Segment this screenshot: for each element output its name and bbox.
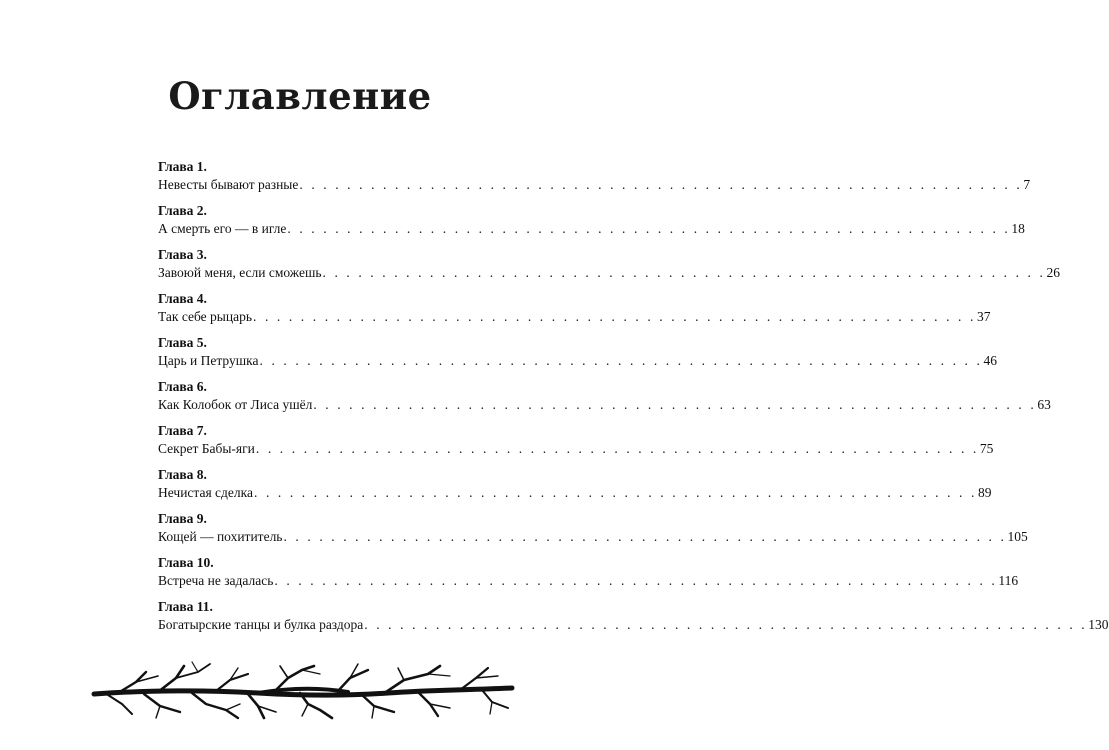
toc-entry[interactable] [158, 466, 992, 502]
chapter-title: Так себе рыцарь [158, 309, 252, 324]
dot-leader: . . . . . . . . . . . . . . . . . . . . . . . . . . . . . . . . . . . . . . . . . . . . . . . . . . . . . . . . . . . . . [313, 397, 1037, 412]
chapter-title: Завоюй меня, если сможешь [158, 265, 322, 280]
branches-ornament-icon [88, 660, 518, 722]
toc-line [158, 571, 1019, 590]
toc-line [158, 615, 1109, 634]
chapter-number: Глава 9. [158, 511, 207, 526]
toc-entry[interactable] [158, 246, 1060, 282]
page-number: 37 [976, 309, 991, 324]
chapter-number: Глава 2. [158, 203, 207, 218]
dot-leader: . . . . . . . . . . . . . . . . . . . . . . . . . . . . . . . . . . . . . . . . . . . . . . . . . . . . . . . . . . . . . [322, 265, 1046, 280]
page-number: 130 [1088, 617, 1109, 632]
chapter-title: Богатырские танцы и булка раздора [158, 617, 364, 632]
page-number: 18 [1011, 221, 1025, 236]
toc-entry[interactable] [158, 290, 991, 326]
chapter-title: Встреча не задалась [158, 573, 274, 588]
page-number: 105 [1007, 529, 1028, 544]
toc-line [158, 175, 1031, 194]
chapter-number: Глава 5. [158, 335, 207, 350]
page-number: 89 [977, 485, 992, 500]
toc-entry[interactable] [158, 334, 997, 370]
toc-entry[interactable] [158, 158, 1031, 194]
chapter-number: Глава 1. [158, 159, 207, 174]
chapter-number: Глава 11. [158, 599, 213, 614]
dot-leader: . . . . . . . . . . . . . . . . . . . . . . . . . . . . . . . . . . . . . . . . . . . . . . . . . . . . . . . . . . . . . [283, 529, 1007, 544]
toc-entry[interactable] [158, 202, 1025, 238]
chapter-number: Глава 4. [158, 291, 207, 306]
dot-leader: . . . . . . . . . . . . . . . . . . . . . . . . . . . . . . . . . . . . . . . . . . . . . . . . . . . . . . . . . . . . . [255, 441, 979, 456]
toc-line [158, 307, 991, 326]
chapter-title: Нечистая сделка [158, 485, 253, 500]
chapter-number: Глава 10. [158, 555, 214, 570]
toc-line [158, 263, 1060, 282]
chapter-number: Глава 3. [158, 247, 207, 262]
page-number: 63 [1037, 397, 1051, 412]
toc-entry[interactable] [158, 378, 1051, 414]
chapter-number: Глава 8. [158, 467, 207, 482]
chapter-title: Секрет Бабы-яги [158, 441, 255, 456]
toc-line [158, 395, 1051, 414]
page-number: 116 [998, 573, 1019, 588]
dot-leader: . . . . . . . . . . . . . . . . . . . . . . . . . . . . . . . . . . . . . . . . . . . . . . . . . . . . . . . . . . . . . [274, 573, 998, 588]
dot-leader: . . . . . . . . . . . . . . . . . . . . . . . . . . . . . . . . . . . . . . . . . . . . . . . . . . . . . . . . . . . . . [259, 353, 983, 368]
toc-line [158, 483, 992, 502]
table-of-contents [158, 158, 1109, 642]
chapter-title: А смерть его — в игле [158, 221, 287, 236]
toc-entry[interactable] [158, 598, 1109, 634]
toc-entry[interactable] [158, 422, 994, 458]
chapter-title: Как Колобок от Лиса ушёл [158, 397, 313, 412]
toc-line [158, 439, 994, 458]
dot-leader: . . . . . . . . . . . . . . . . . . . . . . . . . . . . . . . . . . . . . . . . . . . . . . . . . . . . . . . . . . . . . [253, 309, 976, 324]
chapter-title: Кощей — похититель [158, 529, 283, 544]
page-number: 46 [983, 353, 997, 368]
chapter-title: Невесты бывают разные [158, 177, 299, 192]
chapter-title: Царь и Петрушка [158, 353, 259, 368]
page-number: 26 [1046, 265, 1060, 280]
dot-leader: . . . . . . . . . . . . . . . . . . . . . . . . . . . . . . . . . . . . . . . . . . . . . . . . . . . . . . . . . . . . . [299, 177, 1023, 192]
page-number: 7 [1023, 177, 1031, 192]
toc-line [158, 527, 1028, 546]
page-number: 75 [979, 441, 994, 456]
dot-leader: . . . . . . . . . . . . . . . . . . . . . . . . . . . . . . . . . . . . . . . . . . . . . . . . . . . . . . . . . . . . . [254, 485, 977, 500]
toc-entry[interactable] [158, 554, 1019, 590]
dot-leader: . . . . . . . . . . . . . . . . . . . . . . . . . . . . . . . . . . . . . . . . . . . . . . . . . . . . . . . . . . . . . [364, 617, 1088, 632]
toc-line [158, 219, 1025, 238]
toc-line [158, 351, 997, 370]
chapter-number: Глава 6. [158, 379, 207, 394]
toc-entry[interactable] [158, 510, 1028, 546]
page-title: Оглавление [168, 74, 432, 118]
chapter-number: Глава 7. [158, 423, 207, 438]
dot-leader: . . . . . . . . . . . . . . . . . . . . . . . . . . . . . . . . . . . . . . . . . . . . . . . . . . . . . . . . . . . . . [287, 221, 1011, 236]
